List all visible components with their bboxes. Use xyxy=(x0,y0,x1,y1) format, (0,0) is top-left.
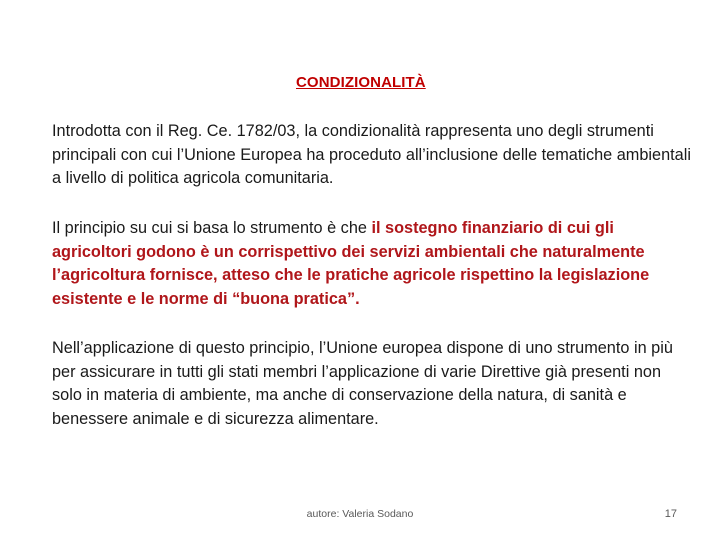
paragraph-principle-plain: Il principio su cui si basa lo strumento è che xyxy=(52,219,372,237)
slide-title: CONDIZIONALITÀ xyxy=(296,74,426,91)
slide-number: 17 xyxy=(664,508,677,520)
paragraph-intro: Introdotta con il Reg. Ce. 1782/03, la condizionalità rappresenta uno degli strumenti principali con cui l’Unione Europea ha proceduto all’inclusione delle tematiche ambientali a livello di politica agricola comunitaria. xyxy=(52,122,691,187)
paragraph-application: Nell’applicazione di questo principio, l’Unione europea dispone di uno strumento in più per assicurare in tutti gli stati membri l’applicazione di varie Direttive già presenti non solo in materia di ambiente, ma anche di conservazione della natura, di sanità e benessere animale e di sicurezza alimentare. xyxy=(52,339,673,428)
paragraph-principle-emphasis: il sostegno finanziario di cui gli agricoltori godono è un corrispettivo dei servizi ambientali che naturalmente l’agricoltura fornisce, atteso che le pratiche agricole rispettino la legislazione esistente e le norme di “buona pratica”. xyxy=(52,219,650,308)
footer-author: autore: Valeria Sodano xyxy=(306,508,414,520)
paragraph-principle xyxy=(52,217,692,311)
